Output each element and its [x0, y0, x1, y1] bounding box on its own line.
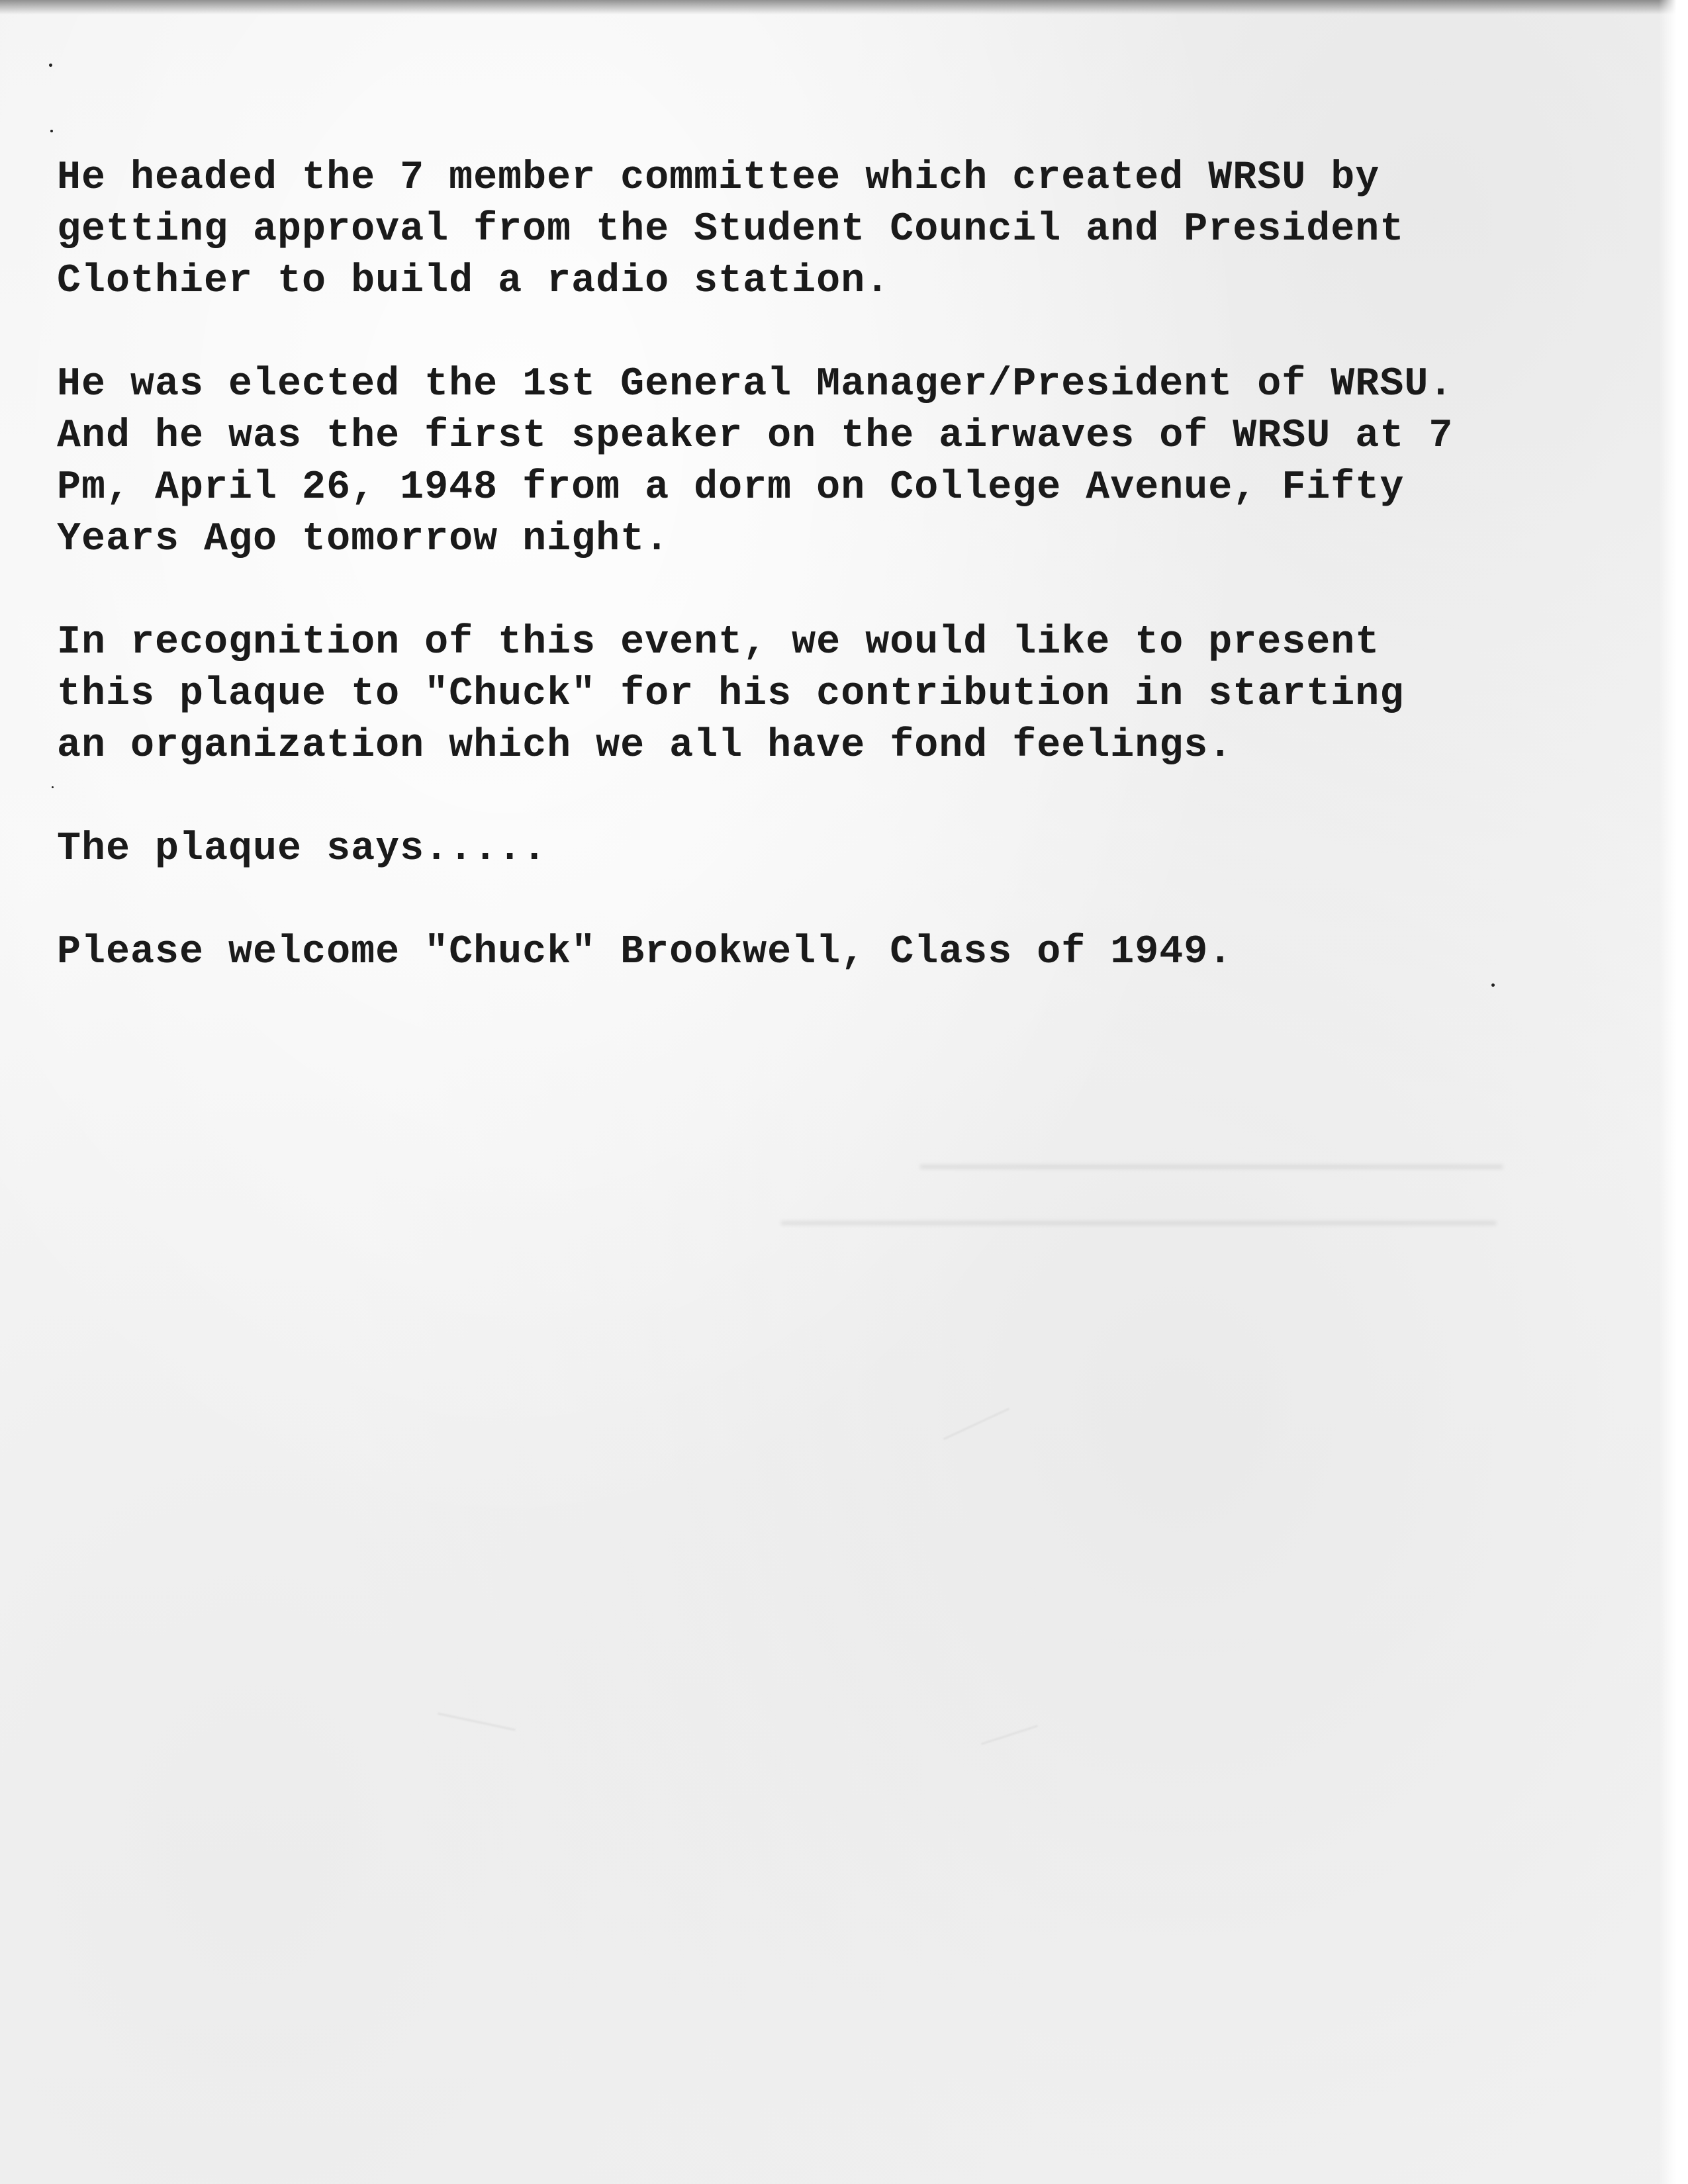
scan-right-edge — [1659, 0, 1688, 2184]
paper-crease — [981, 1725, 1039, 1745]
letter-body — [57, 152, 1606, 1030]
text-line: an organization which we all have fond feelings. — [57, 723, 1233, 768]
paragraph-committee — [57, 152, 1606, 307]
text-line: Years Ago tomorrow night. — [57, 517, 670, 562]
scan-speck — [50, 130, 53, 132]
text-line: In recognition of this event, we would like to present — [57, 620, 1380, 665]
paragraph-welcome — [57, 927, 1606, 978]
text-line: He was elected the 1st General Manager/President of WRSU. — [57, 362, 1454, 407]
text-line: getting approval from the Student Council and President — [57, 207, 1405, 252]
paragraph-recognition — [57, 617, 1606, 772]
text-line: this plaque to "Chuck" for his contribution in starting — [57, 672, 1405, 717]
scan-speck — [49, 64, 52, 67]
scan-speck — [52, 786, 54, 788]
text-line: He headed the 7 member committee which created WRSU by — [57, 156, 1380, 201]
show-through-text-smudge — [920, 1165, 1503, 1169]
paper-crease — [943, 1408, 1010, 1440]
text-line: The plaque says..... — [57, 827, 547, 872]
text-line: Clothier to build a radio station. — [57, 259, 890, 304]
paragraph-first-broadcast — [57, 359, 1606, 565]
text-line: Pm, April 26, 1948 from a dorm on College Avenue, Fifty — [57, 465, 1405, 510]
paragraph-plaque — [57, 823, 1606, 875]
paper-crease — [438, 1713, 516, 1731]
scan-top-edge-shadow — [0, 0, 1688, 15]
text-line: And he was the first speaker on the airwaves of WRSU at 7 — [57, 414, 1454, 459]
show-through-text-smudge — [781, 1221, 1496, 1225]
text-line: Please welcome "Chuck" Brookwell, Class of 1949. — [57, 930, 1233, 975]
